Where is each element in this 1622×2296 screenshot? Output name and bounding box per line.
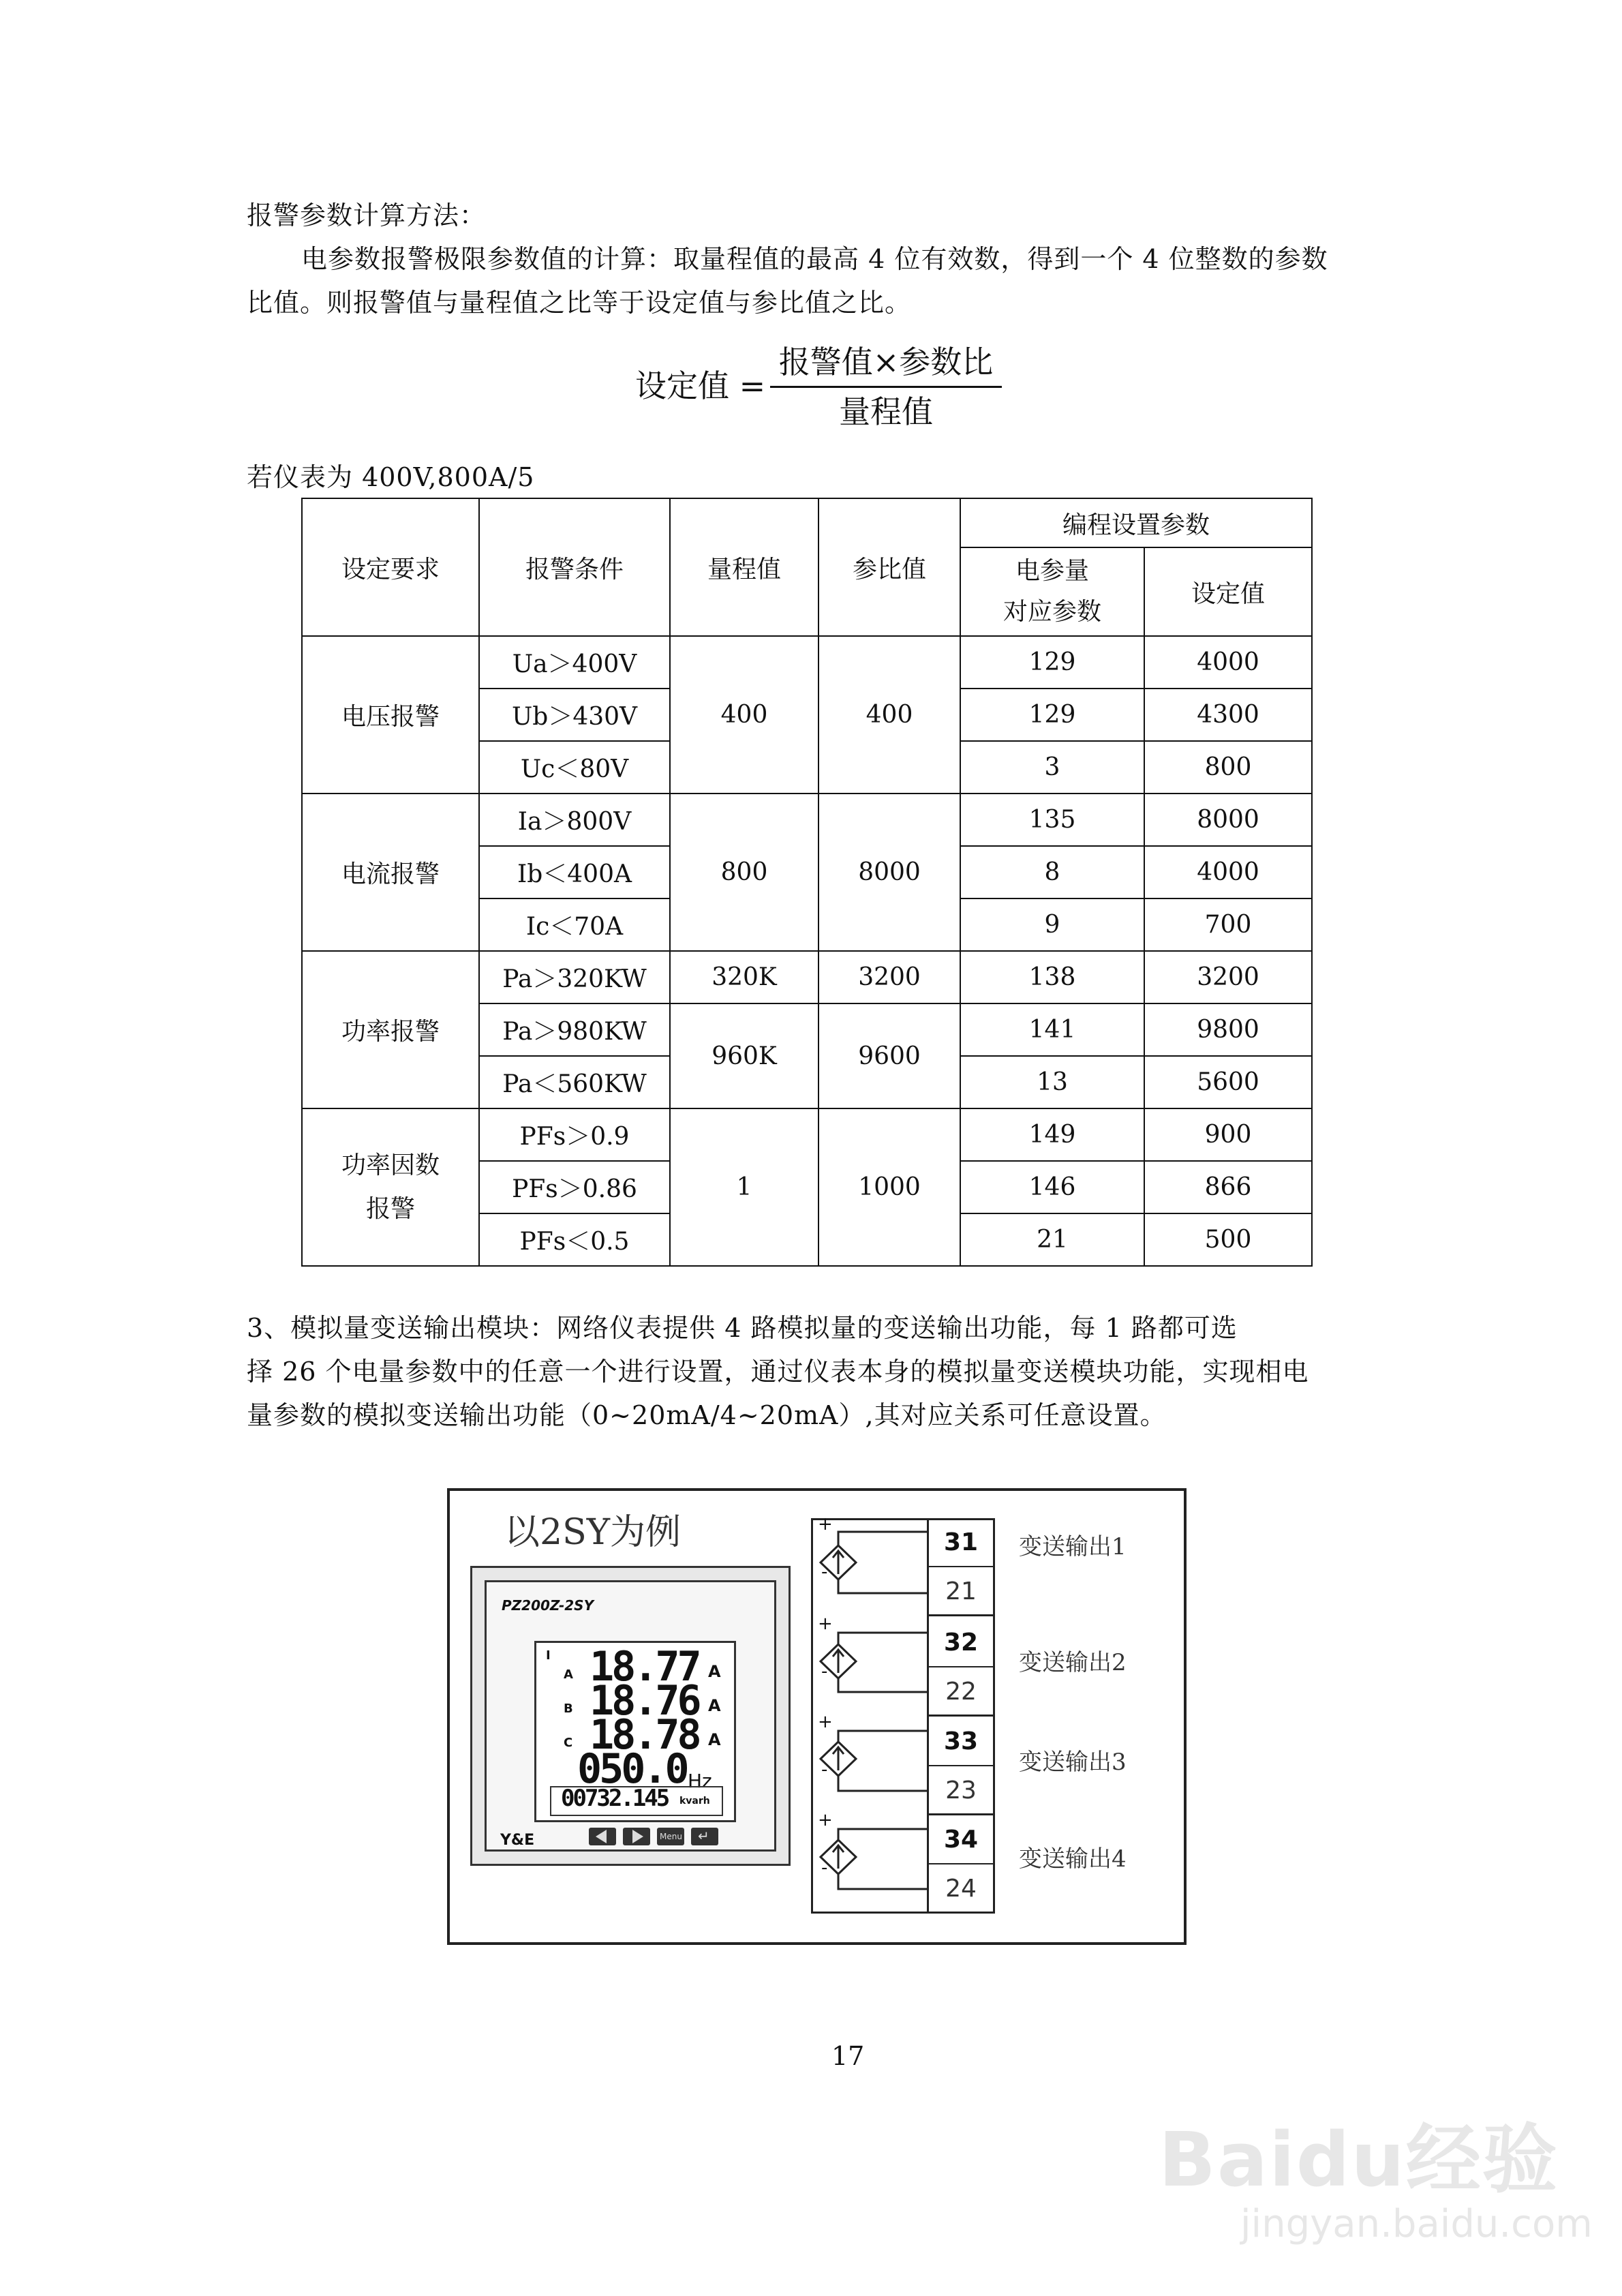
param-code: 138 xyxy=(960,951,1144,1003)
range-value: 320K xyxy=(670,951,818,1003)
table-row xyxy=(302,1108,1312,1161)
formula-denominator: 量程值 xyxy=(839,393,933,430)
plus-sign-4: + xyxy=(818,1810,833,1830)
formula-fraction xyxy=(770,341,1002,433)
header-set-value: 设定值 xyxy=(1144,547,1312,636)
terminal-34: 34 xyxy=(927,1815,995,1864)
alarm-parameter-table xyxy=(301,498,1313,1267)
reference-ratio: 400 xyxy=(818,636,960,794)
group-name-voltage: 电压报警 xyxy=(302,636,479,794)
current-source-icon-2 xyxy=(821,1633,927,1692)
group-name-power: 功率报警 xyxy=(302,951,479,1108)
section-heading: 报警参数计算方法： xyxy=(247,200,487,230)
header-alarm-condition: 报警条件 xyxy=(479,498,670,636)
set-value: 4000 xyxy=(1144,846,1312,898)
alarm-condition: Ib＜400A xyxy=(479,846,670,898)
lcd-energy-unit: kvarh xyxy=(679,1796,710,1807)
output-label-3: 变送输出3 xyxy=(1019,1749,1127,1776)
alarm-condition: PFs＜0.5 xyxy=(479,1213,670,1266)
plus-sign-2: + xyxy=(818,1614,833,1634)
current-source-icon-3 xyxy=(821,1731,927,1791)
group-name-line2: 报警 xyxy=(365,1194,415,1223)
reference-ratio: 9600 xyxy=(818,1003,960,1108)
terminal-21: 21 xyxy=(927,1567,995,1616)
minus-sign-4: - xyxy=(821,1858,828,1878)
lcd-energy-value: 00732.145 xyxy=(561,1785,669,1812)
page-number: 17 xyxy=(831,2041,865,2071)
set-value: 5600 xyxy=(1144,1056,1312,1108)
param-code: 3 xyxy=(960,741,1144,794)
group-name-current: 电流报警 xyxy=(302,794,479,951)
terminal-31: 31 xyxy=(927,1518,995,1567)
param-code: 129 xyxy=(960,689,1144,741)
lcd-value-c: 18.78 xyxy=(590,1711,699,1759)
minus-sign-2: - xyxy=(821,1661,828,1682)
group-name-power-factor xyxy=(302,1108,479,1266)
reference-ratio: 8000 xyxy=(818,794,960,951)
current-source-icon-1 xyxy=(821,1532,927,1593)
alarm-condition: PFs＞0.86 xyxy=(479,1161,670,1213)
baidu-watermark xyxy=(1159,2086,1595,2284)
watermark-brand: Baidu经验 xyxy=(1159,2116,1559,2203)
terminal-32: 32 xyxy=(927,1618,995,1667)
formula-lhs: 设定值 = xyxy=(635,367,766,404)
menu-button[interactable] xyxy=(657,1828,684,1845)
diagram-title: 以2SY为例 xyxy=(504,1512,682,1553)
table-row xyxy=(302,951,1312,1003)
output-label-2: 变送输出2 xyxy=(1019,1649,1127,1676)
section3-line: 择 26 个电量参数中的任意一个进行设置，通过仪表本身的模拟量变送模块功能，实现相电 xyxy=(247,1357,1309,1387)
right-arrow-button[interactable] xyxy=(623,1828,650,1845)
current-source-icon-4 xyxy=(821,1829,927,1889)
set-value: 9800 xyxy=(1144,1003,1312,1056)
alarm-condition: PFs＞0.9 xyxy=(479,1108,670,1161)
range-value: 960K xyxy=(670,1003,818,1108)
set-value: 866 xyxy=(1144,1161,1312,1213)
plus-sign-3: + xyxy=(818,1712,833,1732)
menu-button-label: Menu xyxy=(660,1832,682,1841)
param-code: 141 xyxy=(960,1003,1144,1056)
enter-button[interactable] xyxy=(691,1828,718,1845)
left-arrow-icon xyxy=(596,1830,607,1843)
set-value: 4300 xyxy=(1144,689,1312,741)
example-caption: 若仪表为 400V,800A/5 xyxy=(247,462,535,492)
minus-sign-1: - xyxy=(821,1562,828,1582)
param-code: 9 xyxy=(960,898,1144,951)
alarm-condition: Ia＞800V xyxy=(479,794,670,846)
set-value: 900 xyxy=(1144,1108,1312,1161)
alarm-condition: Pa＞320KW xyxy=(479,951,670,1003)
meter-front-panel xyxy=(470,1566,791,1866)
header-setting-requirement: 设定要求 xyxy=(302,498,479,636)
header-reference-ratio: 参比值 xyxy=(818,498,960,636)
set-value: 500 xyxy=(1144,1213,1312,1266)
lcd-frequency-unit: Hz xyxy=(688,1770,712,1792)
set-value: 800 xyxy=(1144,741,1312,794)
meter-face xyxy=(485,1580,776,1852)
lcd-energy-box xyxy=(550,1786,723,1816)
param-code: 149 xyxy=(960,1108,1144,1161)
output-label-4: 变送输出4 xyxy=(1019,1845,1127,1873)
header-range-value: 量程值 xyxy=(670,498,818,636)
minus-sign-3: - xyxy=(821,1759,828,1780)
alarm-condition: Pa＜560KW xyxy=(479,1056,670,1108)
left-arrow-button[interactable] xyxy=(589,1828,616,1845)
brand-logo: Y&E xyxy=(500,1832,535,1849)
lcd-phase-c: C xyxy=(564,1736,573,1750)
formula-numerator: 报警值×参数比 xyxy=(778,344,994,380)
lcd-phase-b: B xyxy=(564,1702,573,1716)
lcd-phase-a: A xyxy=(564,1667,573,1682)
terminal-23: 23 xyxy=(927,1766,995,1815)
header-programming-params: 编程设置参数 xyxy=(960,498,1312,547)
range-value: 1 xyxy=(670,1108,818,1266)
watermark-url: jingyan.baidu.com xyxy=(1240,2202,1593,2246)
header-electric-param xyxy=(960,547,1144,636)
fraction-bar xyxy=(770,386,1002,388)
param-code: 13 xyxy=(960,1056,1144,1108)
table-row xyxy=(302,794,1312,846)
output-label-1: 变送输出1 xyxy=(1019,1533,1127,1560)
lcd-unit-c: A xyxy=(708,1730,721,1749)
set-value: 4000 xyxy=(1144,636,1312,689)
section3-line: 量参数的模拟变送输出功能（0~20mA/4~20mA）,其对应关系可任意设置。 xyxy=(247,1400,1167,1430)
lcd-unit-a: A xyxy=(708,1662,721,1681)
alarm-condition: Uc＜80V xyxy=(479,741,670,794)
header-electric-param-line2: 对应参数 xyxy=(1003,598,1101,626)
terminal-24: 24 xyxy=(945,1875,977,1903)
alarm-condition: Pa＞980KW xyxy=(479,1003,670,1056)
range-value: 800 xyxy=(670,794,818,951)
lcd-frequency-value: 050.0 xyxy=(577,1745,687,1793)
lcd-label-i: I xyxy=(546,1648,551,1663)
lcd-value-b: 18.76 xyxy=(590,1677,699,1725)
lcd-display xyxy=(534,1641,736,1822)
right-arrow-icon xyxy=(632,1830,643,1843)
meter-model: PZ200Z-2SY xyxy=(502,1597,594,1614)
enter-icon: ↵ xyxy=(698,1828,709,1844)
alarm-condition: Ic＜70A xyxy=(479,898,670,951)
section3-line: 3、模拟量变送输出模块：网络仪表提供 4 路模拟量的变送输出功能，每 1 路都可选 xyxy=(247,1313,1238,1343)
alarm-condition: Ub＞430V xyxy=(479,689,670,741)
terminal-33: 33 xyxy=(927,1717,995,1766)
paragraph-line: 比值。则报警值与量程值之比等于设定值与参比值之比。 xyxy=(247,288,912,318)
param-code: 21 xyxy=(960,1213,1144,1266)
param-code: 8 xyxy=(960,846,1144,898)
lcd-unit-b: A xyxy=(708,1696,721,1715)
param-code: 129 xyxy=(960,636,1144,689)
param-code: 146 xyxy=(960,1161,1144,1213)
set-value: 3200 xyxy=(1144,951,1312,1003)
alarm-condition: Ua＞400V xyxy=(479,636,670,689)
group-name-line1: 功率因数 xyxy=(341,1151,440,1179)
plus-sign-1: + xyxy=(818,1514,833,1535)
set-value: 8000 xyxy=(1144,794,1312,846)
analog-output-diagram xyxy=(447,1488,1187,1945)
set-value: 700 xyxy=(1144,898,1312,951)
table-row xyxy=(302,636,1312,689)
paragraph-line: 电参数报警极限参数值的计算：取量程值的最高 4 位有效数，得到一个 4 位整数的参数 xyxy=(301,244,1328,274)
lcd-value-a: 18.77 xyxy=(590,1643,699,1691)
header-electric-param-line1: 电参量 xyxy=(1015,557,1089,585)
reference-ratio: 1000 xyxy=(818,1108,960,1266)
param-code: 135 xyxy=(960,794,1144,846)
reference-ratio: 3200 xyxy=(818,951,960,1003)
terminal-22: 22 xyxy=(927,1667,995,1717)
range-value: 400 xyxy=(670,636,818,794)
